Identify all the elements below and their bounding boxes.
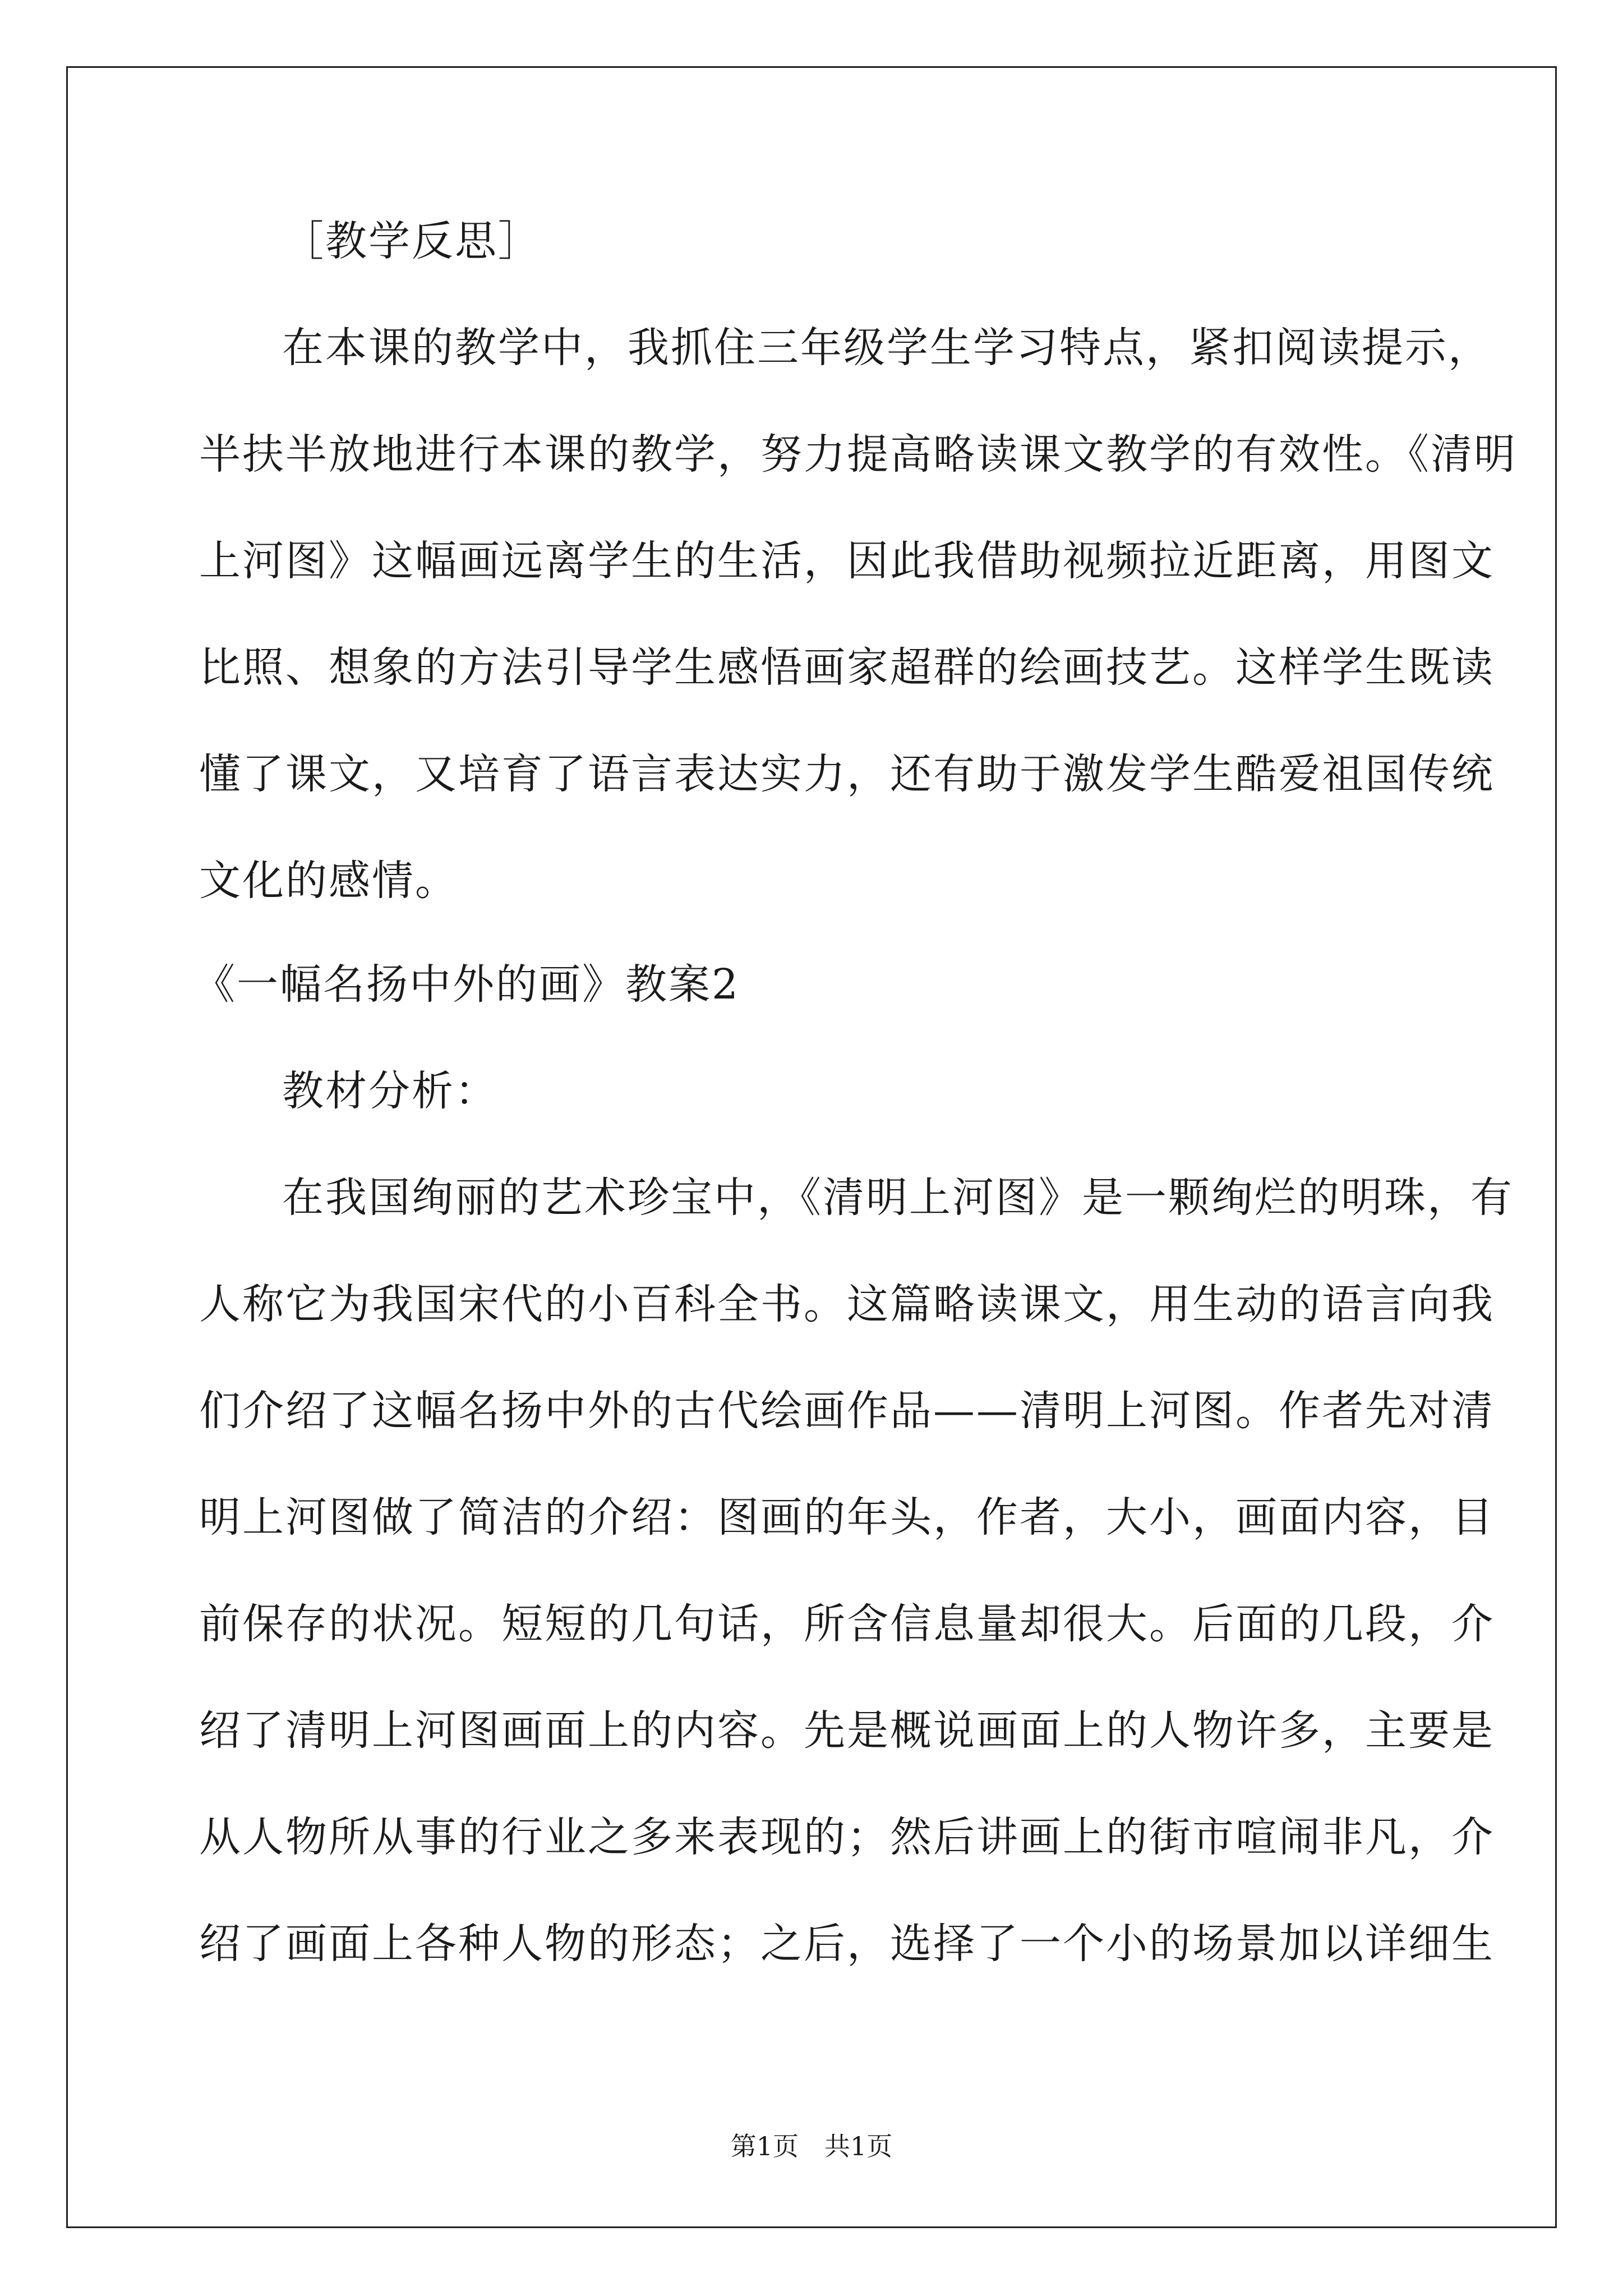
paragraph-line: 明上河图做了简洁的介绍：图画的年头，作者，大小，画面内容，目 (199, 1493, 1495, 1542)
paragraph-line: 懂了课文，又培育了语言表达实力，还有助于激发学生酷爱祖国传统 (199, 750, 1495, 798)
section-title: 《一幅名扬中外的画》教案2 (193, 960, 740, 1009)
analysis-heading: 教材分析： (282, 1067, 498, 1115)
paragraph-line: 上河图》这幅画远离学生的生活，因此我借助视频拉近距离，用图文 (199, 537, 1495, 585)
reflection-heading: ［教学反思］ (282, 217, 541, 265)
paragraph-line: 在本课的教学中，我抓住三年级学生学习特点，紧扣阅读提示， (282, 324, 1491, 372)
paragraph-line: 人称它为我国宋代的小百科全书。这篇略读课文，用生动的语言向我 (199, 1280, 1495, 1328)
paragraph-line: 绍了画面上各种人物的形态；之后，选择了一个小的场景加以详细生 (199, 1920, 1495, 1968)
paragraph-line: 文化的感情。 (199, 857, 458, 905)
page-footer: 第1页 共1页 (730, 2131, 893, 2161)
paragraph-line: 前保存的状况。短短的几句话，所含信息量却很大。后面的几段，介 (199, 1600, 1495, 1648)
paragraph-line: 绍了清明上河图画面上的内容。先是概说画面上的人物许多，主要是 (199, 1706, 1495, 1755)
paragraph-line: 比照、想象的方法引导学生感悟画家超群的绘画技艺。这样学生既读 (199, 643, 1495, 692)
page-border (66, 66, 1557, 2228)
paragraph-line: 从人物所从事的行业之多来表现的；然后讲画上的街市喧闹非凡，介 (199, 1813, 1495, 1861)
paragraph-line: 们介绍了这幅名扬中外的古代绘画作品——清明上河图。作者先对清 (199, 1387, 1495, 1435)
paragraph-line: 半扶半放地进行本课的教学，努力提高略读课文教学的有效性。《清明 (199, 430, 1517, 478)
paragraph-line: 在我国绚丽的艺术珍宝中，《清明上河图》是一颗绚烂的明珠，有 (282, 1174, 1514, 1222)
